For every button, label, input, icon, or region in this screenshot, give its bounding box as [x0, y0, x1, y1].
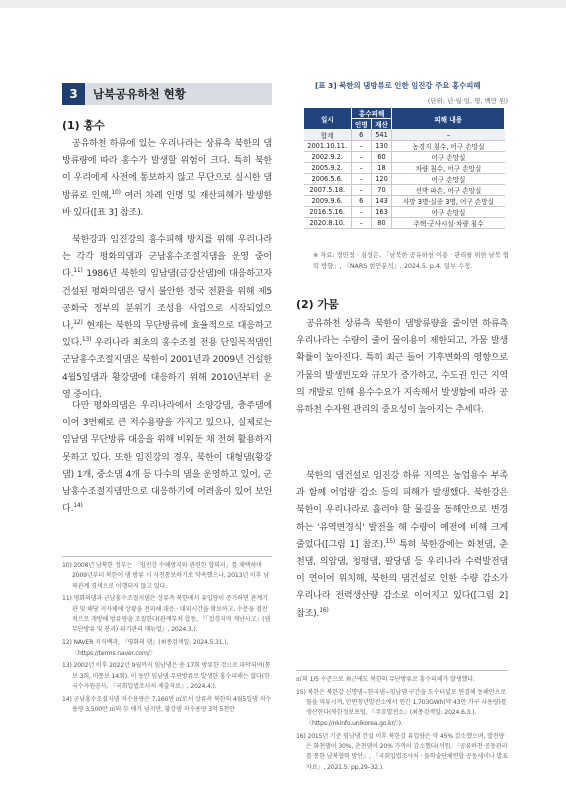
cell-property: 163 — [371, 207, 392, 218]
cell-people: – — [351, 163, 371, 174]
table-row-total — [304, 130, 505, 141]
footnote-14: 14) 군남홍수조절지댐 저수용량은 7,160만 ㎥로서 상류측 북한의 4월5일댐 저수용량 3,500만 ㎥의 두 배가 넘지만, 황강댐 저수용량 3억 5천만 — [62, 695, 271, 714]
cell-people: – — [351, 141, 371, 152]
table-row — [304, 196, 505, 207]
drought-paragraph-2a: 북한의 댐건설로 임진강 하류 지역은 농업용수 부족과 함께 어업량 감소 등의 피해가 발생했다. 북한강은 북한이 우리나라로 흘러야 할 물길을 동해안으로 변경하는 '유역변경식' 발전을 해 수량이 예전에 비해 크게 줄었다([그림 1] 참조). — [296, 471, 508, 550]
drought-heading: (2) 가뭄 — [296, 298, 339, 311]
footnotes-left — [62, 561, 272, 718]
table-row — [304, 141, 505, 152]
table-row — [304, 163, 505, 174]
cell-date: 2002.9.2. — [304, 152, 352, 163]
footnote-ref-13: 13) — [81, 336, 92, 344]
footnotes-right — [296, 675, 508, 775]
header-date: 일시 — [304, 108, 352, 130]
cell-property: 130 — [371, 141, 392, 152]
cell-date: 2001.10.11. — [304, 141, 352, 152]
cell-content: 사망 3명·실종 3명, 어구 손망실 — [392, 196, 505, 207]
drought-paragraph-2 — [296, 468, 508, 623]
header-content: 피해 내용 — [392, 108, 505, 130]
flood-paragraph-2 — [62, 232, 272, 404]
cell-people: – — [351, 207, 371, 218]
flood-paragraph-2d: 우리나라 최초의 홍수조절 전용 단일목적댐인 군남홍수조절지댐은 북한이 2001년과 2009년 건설한 4월5일댐과 황강댐에 대응하기 위해 2010년부터 운영 중이다. — [62, 338, 272, 400]
cell-people: – — [351, 152, 371, 163]
table-title: [표 3] 북한의 댐방류로 인한 임진강 주요 홍수피해 — [315, 81, 481, 90]
cell-property: 80 — [371, 218, 392, 229]
footnote-10: 10) 2008년 남북한 정부는 「임진강 수해방지와 관련한 합의서」를 채택하며 2009년부터 북한이 댐 방류 시 사전통보하기로 약속했으나, 2013년 이후 남북관계 경색으로 이행되지 않고 있다. — [62, 562, 269, 590]
header-damage: 홍수피해 — [351, 108, 392, 119]
cell-content: 농경지 침수, 어구 손망실 — [392, 141, 505, 152]
table-row — [304, 207, 505, 218]
header-people: 인명 — [351, 119, 371, 130]
cell-people: – — [351, 218, 371, 229]
cell-date: 2005.9.2. — [304, 163, 352, 174]
cell-content: 선박 파손, 어구 손망실 — [392, 185, 505, 196]
flood-paragraph-1 — [62, 136, 272, 222]
cell-content: 주택·군사시설·차량 침수 — [392, 218, 505, 229]
header-property: 재산 — [371, 119, 392, 130]
footnote-ref-16: 16) — [319, 606, 329, 614]
flood-paragraph-2a: 북한강과 임진강의 홍수피해 방지를 위해 우리나라는 각각 평화의댐과 군남홍수조절지댐을 운영 중이다. — [62, 235, 272, 280]
cell-property: 541 — [371, 130, 392, 141]
cell-content: – — [392, 130, 505, 141]
flood-paragraph-1-tail: 여러 차례 인명 및 재산피해가 발생한 바 있다([표 3] 참조). — [62, 190, 272, 218]
footnote-ref-14: 14) — [73, 502, 83, 510]
cell-content: 차량 침수, 어구 손망실 — [392, 163, 505, 174]
cell-content: 어구 손망실 — [392, 174, 505, 185]
cell-date: 2020.8.10. — [304, 218, 352, 229]
cell-content: 어구 손망실 — [392, 207, 505, 218]
cell-people: 6 — [351, 196, 371, 207]
cell-date: 2016.5.16. — [304, 207, 352, 218]
section-title: 남북공유하천 현황 — [93, 87, 186, 101]
cell-date: 2007.5.18. — [304, 185, 352, 196]
cell-people: – — [351, 185, 371, 196]
footnote-ref-10: 10) — [111, 188, 121, 196]
footnote-15: 15) 북한은 북한강 신명댐∼한국댐∼임남댐 구간을 도수터널로 연결해 동해안으로 물을 역류시켜, 안변청년발전소에서 연간 1,703GWh(약 43만 가구 사용량)를 생산한다(북한정보포털, 『주요발전소』(최종검색일: 2024.6.3.), 〈https://nkinfo.unikorea.go.kr/〉). — [296, 688, 507, 727]
cell-property: 143 — [371, 196, 392, 207]
top-band — [0, 0, 566, 8]
footnote-ref-11: 11) — [73, 267, 83, 275]
cell-property: 70 — [371, 185, 392, 196]
footnote-ref-15: 15) — [385, 537, 396, 545]
section-number: 3 — [62, 83, 85, 105]
drought-paragraph-2b: 특히 북한강에는 화천댐, 춘천댐, 의암댐, 청평댐, 팔당댐 등 우리나라 수력발전댐이 연이어 위치해, 북한의 댐건설로 인한 수량 감소가 우리나라 전력생산량 감소로 이어지고 있다([그림 2] 참조). — [296, 539, 508, 619]
table-row — [304, 185, 505, 196]
footnote-13: 13) 2002년 이후 2022년 9월까지 임남댐은 총 17회 방류한 것으로 파악되며(통보 3회, 미통보 14회), 이 동안 임남댐 무단방류로 발생한 홍수피해는 없다(한국수자원공사, 『국회입법조사처 제출자료』, 2024.4.). — [62, 662, 271, 691]
footnote-12: 12) NAVER 지식백과, 『평화의 댐』(최종검색일: 2024.5.31.), 〈https://terms.naver.com/〉 — [62, 639, 229, 657]
drought-paragraph-1: 공유하천 상류측 북한이 댐방류량을 줄이면 하류측 우리나라는 수량이 줄어 물이용이 제한되고, 가뭄 발생 확률이 높아진다. 특히 최근 들어 기후변화의 영향으로 가뭄의 발생빈도와 규모가 증가하고, 수도권 인근 지역의 개발로 인해 용수수요가 지속해서 발생함에 따라 공유하천 수자원 관리의 중요성이 높아지는 추세다. — [296, 319, 508, 416]
footnote-ref-12: 12) — [73, 318, 83, 326]
flood-paragraph-2b: 1986년 북한의 임남댐(금강산댐)에 대응하고자 건설된 평화의댐은 당시 불안한 정국 전환을 위해 제5공화국 정부의 분위기 조성용 사업으로 시작되었으나, — [62, 269, 272, 332]
flood-heading: (1) 홍수 — [62, 119, 105, 132]
footnote-divider-right — [296, 670, 508, 671]
cell-date: 2006.5.6. — [304, 174, 352, 185]
flood-paragraph-2c: 현재는 북한의 무단방류에 효율적으로 대응하고 있다. — [62, 321, 272, 349]
table-row — [304, 174, 505, 185]
flood-paragraph-3-text: 다만 평화의댐은 우리나라에서 소양강댐, 충주댐에 이어 3번째로 큰 저수용량을 가지고 있으나, 실제로는 임남댐 무단방류 대응을 위해 비워둔 채 전혀 활용하지 못하고 있다. 또한 임진강의 경우, 북한이 대형댐(황강댐) 1개, 중소댐 4개 등 다수의 댐을 운영하고 있어, 군남홍수조절지댐만으로 대응하기에 어려움이 있어 보인다. — [62, 401, 272, 515]
cell-date: 2009.9.6. — [304, 196, 352, 207]
cell-people: – — [351, 174, 371, 185]
flood-damage-table — [303, 107, 505, 229]
cell-content: 어구 손망실 — [392, 152, 505, 163]
footnote-16: 16) 2015년 기준 임남댐 건설 이후 북한강 유입량은 약 45% 감소했으며, 발전량은 화천댐이 30%, 춘천댐이 20% 가까이 감소했다(석원, 『공유하천 공동관리를 통한 남북협력 방안』, 「국회입법조사처 · 물학술단체연합 공동세미나 발표자료」, 2021.5. pp.29–32.). — [296, 732, 508, 771]
footnote-11: 11) 평화의댐과 군남홍수조절지댐은 상류측 북한에서 유입량이 증가하면 관계기관 및 해당 지자체에 상황을 전파해 대응 · 대피시간을 확보하고, 수문을 점진적으로 개방해 방류량을 조절한다(관계부처 합동, 『「접경지역 재난사고」(댐 무단방류 및 붕괴) 위기관리 매뉴얼』, 2024.3.). — [62, 595, 271, 634]
table-source-note: ※ 자료: 정민정 · 심성은, 「남북한 공유하천 이용 · 관리를 위한 남북 협력 방향」, 『NARS 현안분석』, 2024.5. p.4. 일부 수정. — [313, 252, 509, 270]
table-row — [304, 152, 505, 163]
table-unit: (단위: 년·월·일, 명, 백만 원) — [427, 97, 508, 105]
flood-paragraph-3 — [62, 398, 272, 518]
cell-property: 18 — [371, 163, 392, 174]
table-row — [304, 218, 505, 229]
footnote-divider-left — [62, 556, 272, 557]
cell-property: 120 — [371, 174, 392, 185]
footnote-14-continued: ㎥의 1/5 수준으로 최근에도 북한의 무단방류로 홍수피해가 발생했다. — [296, 676, 475, 683]
section-header — [62, 83, 272, 105]
cell-property: 60 — [371, 152, 392, 163]
cell-people: 6 — [351, 130, 371, 141]
cell-date: 합계 — [304, 130, 352, 141]
flood-paragraph-1-text: 공유하천 하류에 있는 우리나라는 상류측 북한의 댐방류량에 따라 홍수가 발생할 위험이 크다. 특히 북한이 우리에게 사전에 통보하지 않고 무단으로 실시한 댐방류로 인해, — [62, 139, 272, 201]
